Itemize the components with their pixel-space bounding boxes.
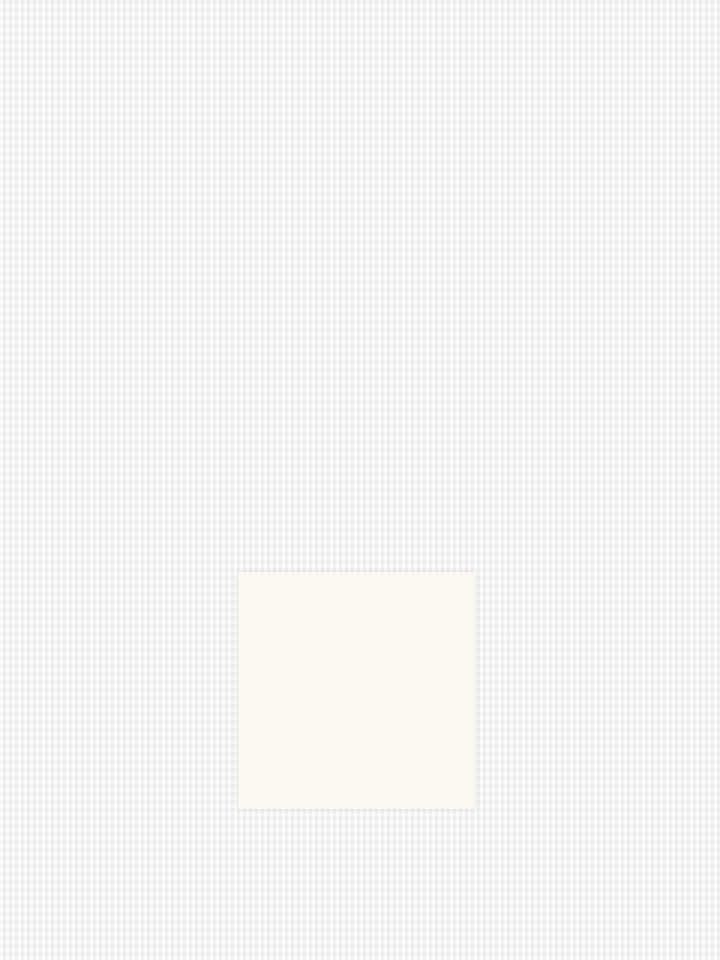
children-circle-illustration — [238, 572, 475, 809]
page-title — [41, 70, 691, 90]
bottom-knit-pattern — [0, 822, 720, 960]
children-circle-icon — [238, 572, 475, 809]
top-knit-pattern — [0, 0, 720, 40]
document-body — [41, 70, 691, 186]
